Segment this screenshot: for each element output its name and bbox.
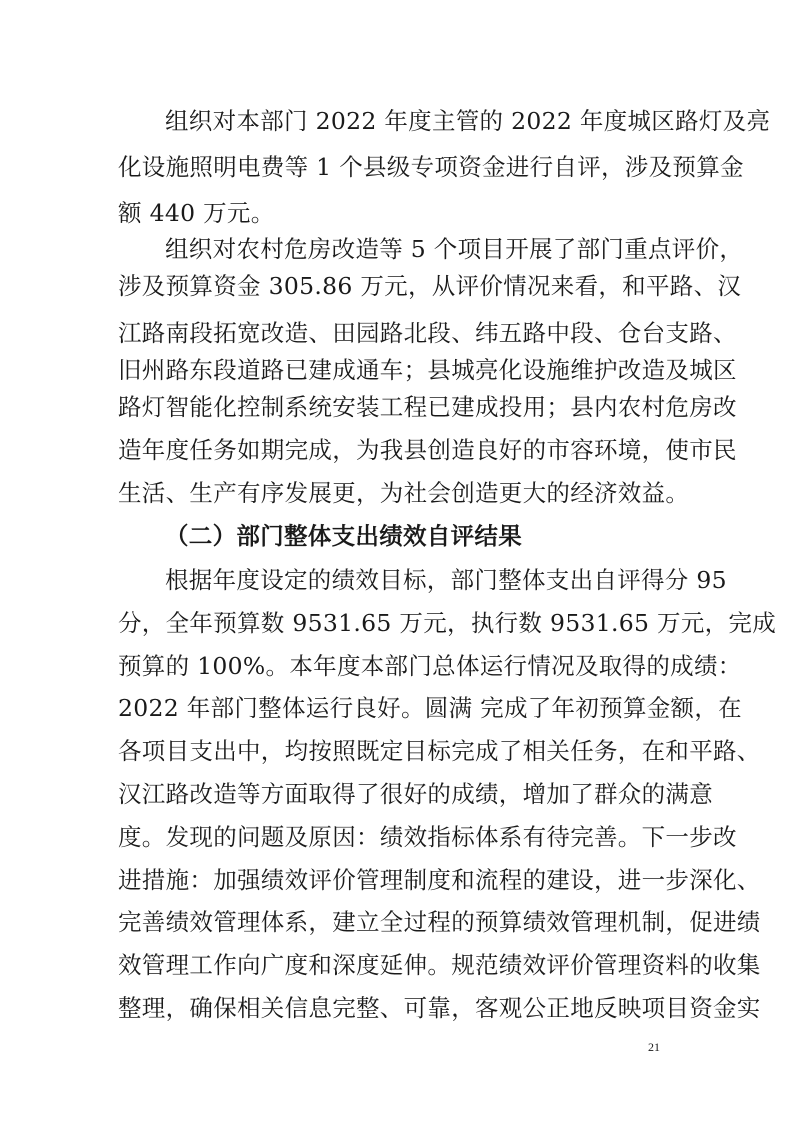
text-line: 效管理工作向广度和深度延伸。规范绩效评价管理资料的收集 xyxy=(118,951,761,979)
text-line: 预算的 100%。本年度本部门总体运行情况及取得的成绩： xyxy=(118,652,742,680)
text-line: 度。发现的问题及原因：绩效指标体系有待完善。下一步改 xyxy=(118,823,737,851)
text-line: 涉及预算资金 305.86 万元，从评价情况来看，和平路、汉 xyxy=(118,272,742,300)
text-line: 各项目支出中，均按照既定目标完成了相关任务，在和平路、 xyxy=(118,737,761,765)
text-line: 额 440 万元。 xyxy=(118,199,275,227)
text-line: 汉江路改造等方面取得了很好的成绩，增加了群众的满意 xyxy=(118,780,713,808)
text-line: 进措施：加强绩效评价管理制度和流程的建设，进一步深化、 xyxy=(118,866,761,894)
text-line: 造年度任务如期完成，为我县创造良好的市容环境，使市民 xyxy=(118,436,737,464)
text-line: 完善绩效管理体系，建立全过程的预算绩效管理机制，促进绩 xyxy=(118,908,761,936)
text-line: 组织对本部门 2022 年度主管的 2022 年度城区路灯及亮 xyxy=(165,107,771,135)
text-line: 路灯智能化控制系统安装工程已建成投用；县内农村危房改 xyxy=(118,393,737,421)
text-line: 分，全年预算数 9531.65 万元，执行数 9531.65 万元，完成 xyxy=(118,609,777,637)
text-line: 江路南段拓宽改造、田园路北段、纬五路中段、仓台支路、 xyxy=(118,319,737,347)
section-heading: （二）部门整体支出绩效自评结果 xyxy=(165,522,522,550)
page-number: 21 xyxy=(648,1040,660,1054)
text-line: 生活、生产有序发展更，为社会创造更大的经济效益。 xyxy=(118,479,690,507)
text-line: 2022 年部门整体运行良好。圆满 完成了年初预算金额，在 xyxy=(118,694,742,722)
text-line: 旧州路东段道路已建成通车；县城亮化设施维护改造及城区 xyxy=(118,356,737,384)
text-line: 组织对农村危房改造等 5 个项目开展了部门重点评价， xyxy=(165,235,744,263)
text-line: 整理，确保相关信息完整、可靠，客观公正地反映项目资金实 xyxy=(118,994,761,1022)
text-line: 化设施照明电费等 1 个县级专项资金进行自评，涉及预算金 xyxy=(118,153,744,181)
text-line: 根据年度设定的绩效目标，部门整体支出自评得分 95 xyxy=(165,566,727,594)
